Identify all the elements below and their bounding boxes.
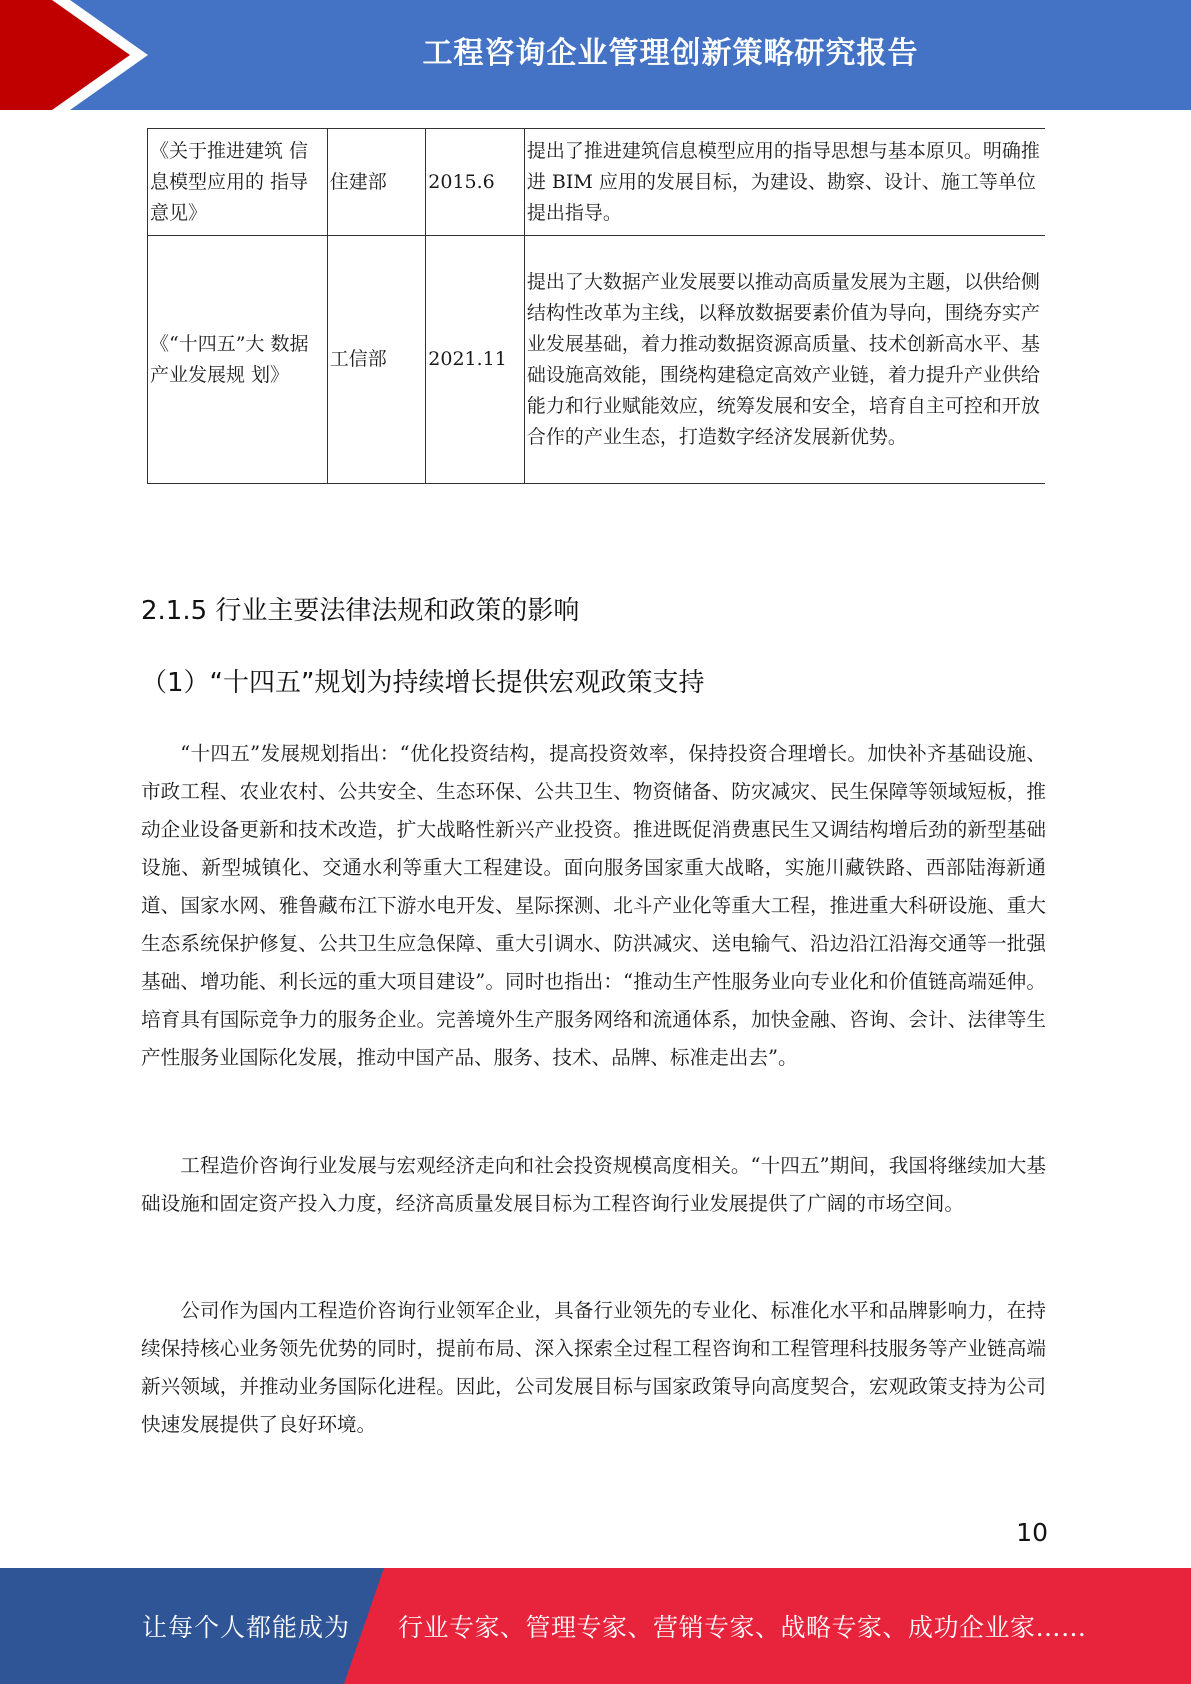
policy-name-cell: 《“十四五”大 数据产业发展规 划》 [148,236,328,484]
table-row [148,129,1046,236]
body-paragraph: 工程造价咨询行业发展与宏观经济走向和社会投资规模高度相关。“十四五”期间，我国将继续加大基础设施和固定资产投入力度，经济高质量发展目标为工程咨询行业发展提供了广阔的市场空间。 [141,1154,1046,1215]
table-row [148,236,1046,484]
department-cell: 工信部 [327,236,426,484]
footer-slogan-left: 让每个人都能成为 [142,1613,351,1642]
report-title: 工程咨询企业管理创新策略研究报告 [422,36,919,71]
footer-slogan-right: 行业专家、管理专家、营销专家、战略专家、成功企业家…… [398,1613,1087,1642]
date-cell: 2021.11 [426,236,525,484]
footer-banner [0,1568,1191,1684]
policy-name-cell: 《关于推进建筑 信息模型应用的 指导意见》 [148,129,328,236]
body-paragraph: 公司作为国内工程造价咨询行业领军企业，具备行业领先的专业化、标准化水平和品牌影响力，在持续保持核心业务领先优势的同时，提前布局、深入探索全过程工程咨询和工程管理科技服务等产业链高端新兴领域，并推动业务国际化进程。因此，公司发展目标与国家政策导向高度契合，宏观政策支持为公司快速发展提供了良好环境。 [141,1299,1046,1436]
section-heading: 2.1.5 行业主要法律法规和政策的影响 [141,596,580,626]
description-cell: 提出了推进建筑信息模型应用的指导思想与基本原贝。明确推进 BIM 应用的发展目标，为建设、勘察、设计、施工等单位提出指导。 [524,129,1045,236]
page-number: 10 [1016,1518,1048,1547]
date-cell: 2015.6 [426,129,525,236]
policy-table [147,128,1045,484]
description-cell: 提出了大数据产业发展要以推动高质量发展为主题，以供给侧结构性改革为主线，以释放数据要素价值为导向，围绕夯实产业发展基础，着力推动数据资源高质量、技术创新高水平、基础设施高效能，围绕构建稳定高效产业链，着力提升产业供给能力和行业赋能效应，统筹发展和安全，培育自主可控和开放合作的产业生态，打造数字经济发展新优势。 [524,236,1045,484]
department-cell: 住建部 [327,129,426,236]
chevron-arrow-icon [0,0,160,110]
body-paragraph: “十四五”发展规划指出：“优化投资结构，提高投资效率，保持投资合理增长。加快补齐基础设施、市政工程、农业农村、公共安全、生态环保、公共卫生、物资储备、防灾减灾、民生保障等领域短板，推动企业设备更新和技术改造，扩大战略性新兴产业投资。推进既促消费惠民生又调结构增后劲的新型基础设施、新型城镇化、交通水利等重大工程建设。面向服务国家重大战略，实施川藏铁路、西部陆海新通道、国家水网、雅鲁藏布江下游水电开发、星际探测、北斗产业化等重大工程，推进重大科研设施、重大生态系统保护修复、公共卫生应急保障、重大引调水、防洪减灾、送电输气、沿边沿江沿海交通等一批强基础、增功能、利长远的重大项目建设”。同时也指出：“推动生产性服务业向专业化和价值链高端延伸。培育具有国际竞争力的服务企业。完善境外生产服务网络和流通体系，加快金融、咨询、会计、法律等生产性服务业国际化发展，推动中国产品、服务、技术、品牌、标准走出去”。 [141,742,1046,1069]
sub-heading: （1）“十四五”规划为持续增长提供宏观政策支持 [141,668,705,698]
header-banner [0,0,1191,110]
